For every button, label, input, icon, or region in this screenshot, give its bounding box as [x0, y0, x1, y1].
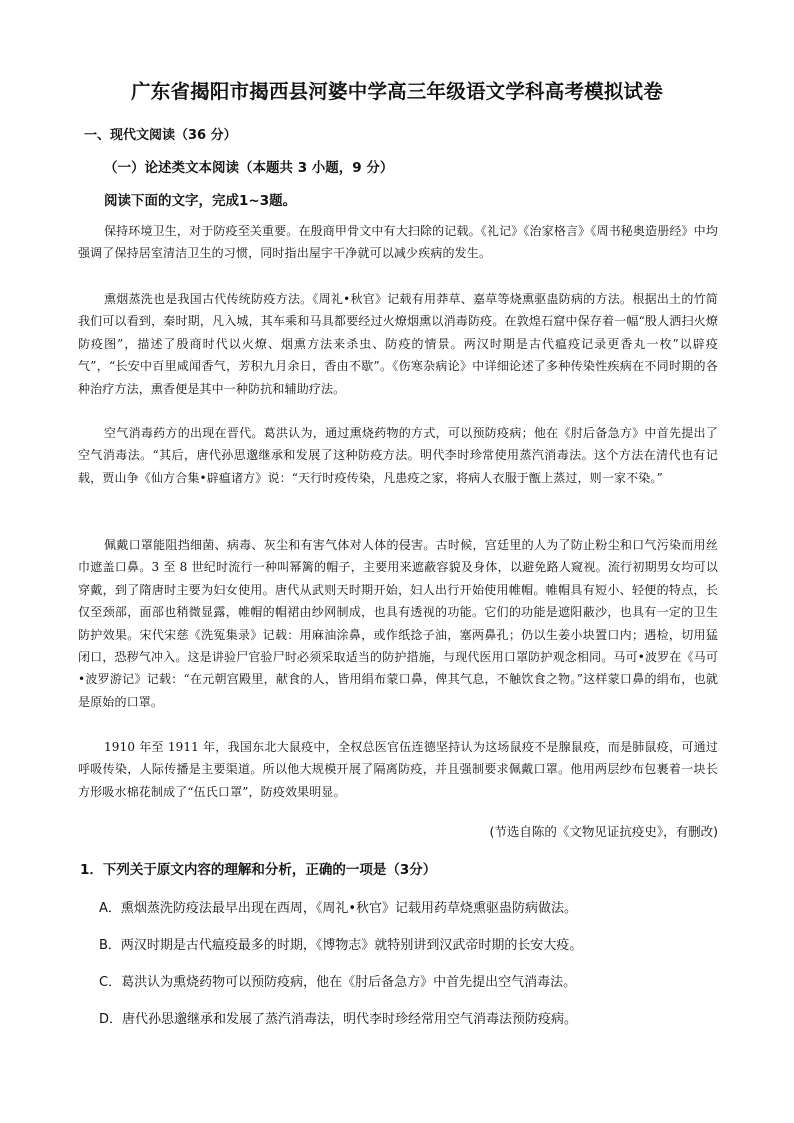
option-b: B．两汉时期是古代瘟疫最多的时期，《博物志》就特别讲到汉武帝时期的长安大疫。 [99, 938, 583, 953]
passage-paragraph-2: 熏烟蒸洗也是我国古代传统防疫方法。《周礼•秋官》记载有用莽草、嘉草等烧熏驱蛊防病的方法。根据出土的竹简我们可以看到，秦时期，凡入城，其车乘和马具都要经过火燎烟熏以消毒防疫。在敦煌石窟中保存着一幅“殷人洒扫火燎防疫图”，描述了殷商时代以火燎、烟熏方法来杀虫、防疫的情景。两汉时期是古代瘟疫记录更香丸一枚”以辟疫气”，“长安中百里咸闻香气，芳积九月余日，香由不歇”。《伤寒杂病论》中详细论述了多种传染性疾病在不同时期的各种治疗方法，熏香便是其中一种防抗和辅助疗法。 [78, 292, 718, 396]
passage-paragraph-1: 保持环境卫生，对于防疫至关重要。在殷商甲骨文中有大扫除的记载。《礼记》《治家格言》《周书秘奥造册经》中均强调了保持居室清洁卫生的习惯，同时指出屋宇干净就可以减少疾病的发生。 [78, 224, 718, 261]
reading-instruction: 阅读下面的文字，完成1~3题。 [104, 193, 297, 209]
passage-paragraph-3: 空气消毒药方的出现在晋代。葛洪认为，通过熏烧药物的方式，可以预防疫病；他在《肘后备急方》中首先提出了空气消毒法。“其后，唐代孙思邈继承和发展了这种防疫方法。明代李时珍常使用蒸汽消毒法。这个方法在清代也有记载，贾山争《仙方合集•辟瘟诸方》说：“天行时疫传染，凡患疫之家，将病人衣服于甑上蒸过，则一家不染。” [78, 426, 718, 485]
question-1-stem: 1．下列关于原文内容的理解和分析，正确的一项是（3分） [80, 862, 437, 878]
passage-paragraph-4: 佩戴口罩能阻挡细菌、病毒、灰尘和有害气体对人体的侵害。古时候，宫廷里的人为了防止粉尘和口气污染而用丝巾遮盖口鼻。3 至 8 世纪时流行一种叫幂篱的帽子，主要用来遮蔽容貌及身体，以避免路人窥视。流行初期男女均可以穿戴，到了隋唐时主要为妇女使用。唐代从武则天时期开始，妇人出行开始使用帷帽。帷帽具有短小、轻便的特点，长仅至颈部，面部也稍微显露，帷帽的帽裙由纱网制成，也具有透视的功能。它们的功能是遮阳蔽沙，也具有一定的卫生防护效果。宋代宋慈《洗冤集录》记载：用麻油涂鼻，或作纸捻子油，塞两鼻孔；仍以生姜小块置口内；遇检，切用猛闭口，恐秽气冲入。这是讲验尸官验尸时必须采取适当的防护措施，与现代医用口罩防护观念相同。马可•波罗在《马可•波罗游记》记载：“在元朝宫殿里，献食的人，皆用绢布蒙口鼻，俾其气息，不触饮食之物。”这样蒙口鼻的绢布，也就是原始的口罩。 [78, 538, 718, 709]
option-c: C．葛洪认为熏烧药物可以预防疫病，他在《肘后备急方》中首先提出空气消毒法。 [99, 975, 577, 990]
section-heading: 一、现代文阅读（36 分） [84, 128, 237, 143]
source-note: (节选自陈的《文物见证抗疫史》，有删改) [489, 824, 718, 839]
option-d: D．唐代孙思邈继承和发展了蒸汽消毒法，明代李时珍经常用空气消毒法预防疫病。 [99, 1012, 578, 1027]
passage-paragraph-5: 1910 年至 1911 年，我国东北大鼠疫中，全权总医官伍连德坚持认为这场鼠疫不是腺鼠疫，而是肺鼠疫，可通过呼吸传染，人际传播是主要渠道。所以他大规模开展了隔离防疫，并且强制要求佩戴口罩。他用两层纱布包裹着一块长方形吸水棉花制成了“伍氏口罩”，防疫效果明显。 [78, 740, 718, 799]
subsection-heading: （一）论述类文本阅读（本题共 3 小题，9 分） [104, 160, 394, 176]
exam-title: 广东省揭阳市揭西县河婆中学高三年级语文学科高考模拟试卷 [131, 80, 663, 103]
option-a: A．熏烟蒸洗防疫法最早出现在西周，《周礼•秋官》记载用药草烧熏驱蛊防病做法。 [99, 901, 578, 916]
